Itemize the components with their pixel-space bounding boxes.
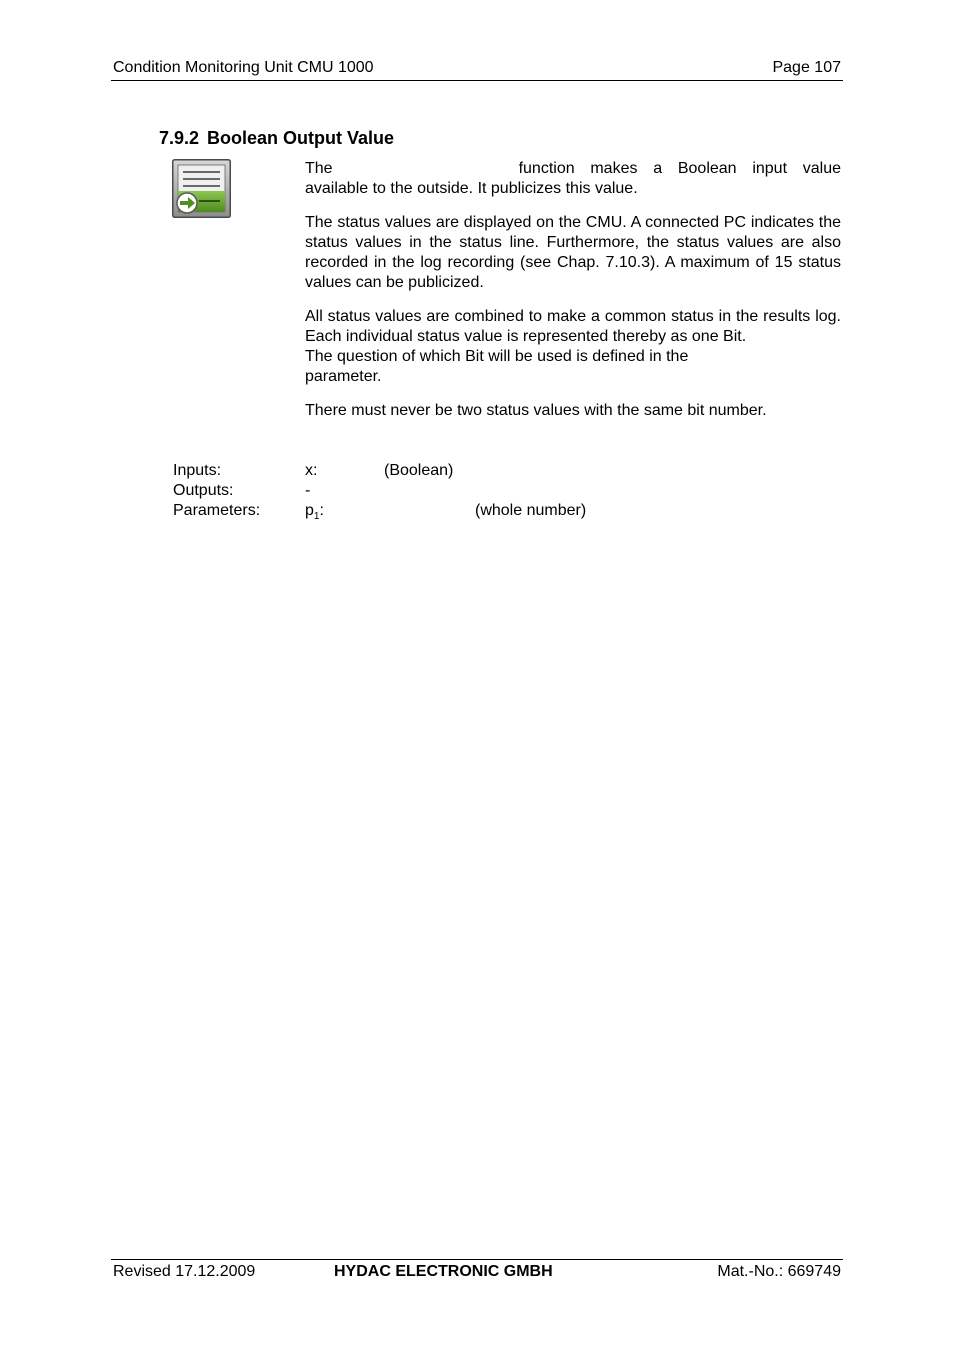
section-title: Boolean Output Value	[207, 128, 395, 148]
section-heading	[159, 128, 394, 149]
footer-rule	[111, 1259, 843, 1260]
param-letter: p	[305, 502, 314, 519]
outputs-symbol: -	[305, 482, 311, 499]
inputs-symbol: x:	[305, 462, 318, 479]
parameters-label: Parameters:	[173, 502, 261, 519]
param-subscript: 1	[313, 511, 320, 523]
footer-revision: Revised 17.12.2009	[113, 1263, 256, 1280]
bits-text: All status values are combined to make a common status in the results log. Each individual status value is represented thereby as one Bit.	[305, 308, 841, 345]
inputs-type: (Boolean)	[384, 462, 454, 479]
param-colon: :	[319, 502, 324, 519]
bits-question: The question of which Bit will be used is defined in the	[305, 348, 689, 365]
paragraph-intro	[305, 159, 841, 199]
paragraph-status-display: The status values are displayed on the CMU. A connected PC indicates the status values in the status line. Furthermore, the status values are also recorded in the log recording (see Chap. 7.10.3). A maximum of 15 status values can be publicized.	[305, 214, 841, 291]
intro-start: The	[305, 160, 333, 177]
boolean-output-value-icon	[172, 159, 231, 218]
section-body	[305, 159, 841, 435]
footer-company: HYDAC ELECTRONIC GMBH	[334, 1263, 553, 1280]
paragraph-warning: There must never be two status values with the same bit number.	[305, 402, 767, 419]
section-number: 7.9.2	[159, 128, 200, 148]
page-number: Page 107	[772, 59, 841, 76]
footer-material-number: Mat.-No.: 669749	[717, 1263, 841, 1280]
bits-question-end: parameter.	[305, 368, 382, 385]
inputs-label: Inputs:	[173, 462, 222, 479]
header-rule	[111, 80, 843, 81]
parameters-type: (whole number)	[475, 502, 587, 519]
header-title: Condition Monitoring Unit CMU 1000	[113, 59, 374, 76]
intro-end: function makes a Boolean input value available to the outside. It publicizes this value.	[305, 160, 841, 197]
paragraph-bits	[305, 307, 841, 387]
outputs-label: Outputs:	[173, 482, 234, 499]
parameters-symbol	[305, 501, 324, 527]
